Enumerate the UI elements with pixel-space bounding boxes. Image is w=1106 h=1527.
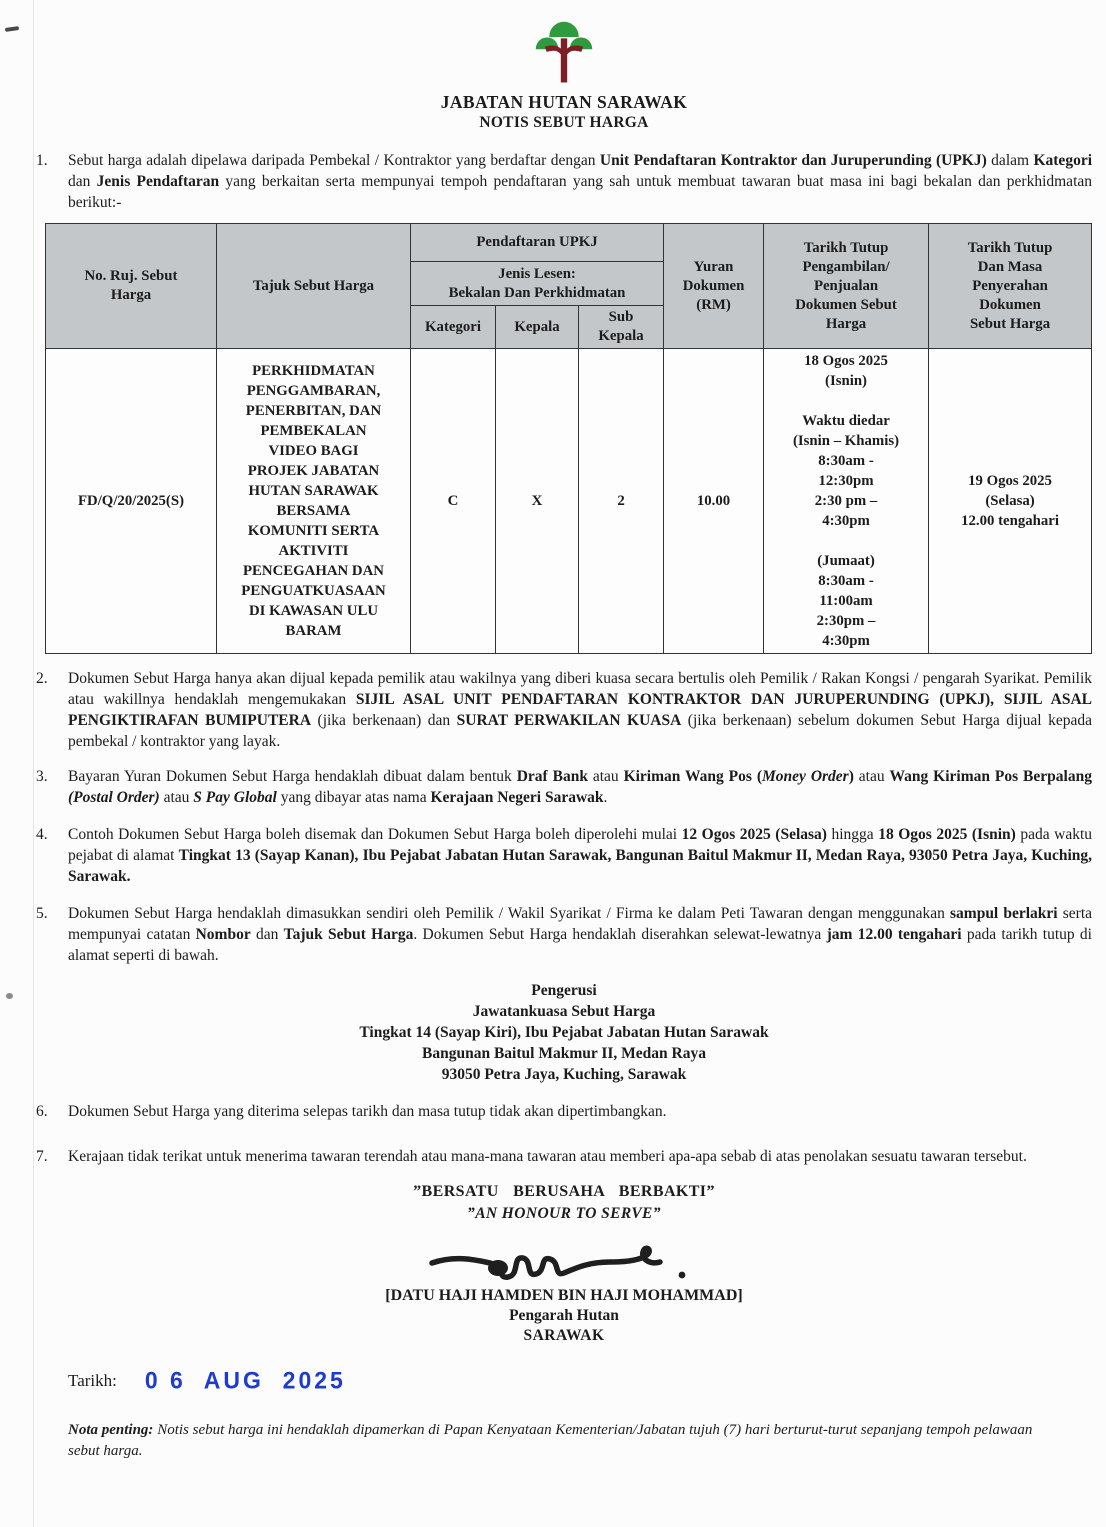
- text-line: Jenis Lesen:: [498, 265, 576, 282]
- text-line: VIDEO BAGI: [268, 443, 359, 459]
- clause-1: [36, 150, 1092, 213]
- text-segment: Dokumen Sebut Harga yang diterima selepas tarikh dan masa tutup tidak akan dipertimbangkan.: [68, 1103, 667, 1120]
- text-line: Bangunan Baitul Makmur II, Medan Raya: [422, 1045, 706, 1062]
- clause-number: 5.: [36, 905, 48, 922]
- text-segment: . Dokumen Sebut Harga hendaklah diserahkan selewat-lewatnya: [413, 926, 827, 943]
- text-segment: Kerajaan Negeri Sarawak: [430, 789, 604, 806]
- text-line: [768, 391, 924, 411]
- text-line: Kepala: [598, 328, 644, 344]
- col-header-tajuk: Tajuk Sebut Harga: [217, 224, 411, 349]
- text-line: Penjualan: [813, 277, 879, 294]
- text-segment: 18 Ogos 2025 (Isnin): [878, 826, 1016, 843]
- text-segment: Kategori: [1033, 152, 1093, 169]
- clause-text: [68, 1146, 1092, 1167]
- text-segment: 12 Ogos 2025 (Selasa): [681, 826, 827, 843]
- text-line: PENGGAMBARAN,: [246, 383, 381, 399]
- text-line: Harga: [110, 287, 152, 303]
- text-segment: jam 12.00 tengahari: [826, 926, 962, 943]
- clause-text: [68, 1101, 1092, 1122]
- text-segment: S Pay Global: [193, 789, 277, 806]
- tree-canopy-center: [549, 22, 578, 37]
- date-stamp: 0 6 AUG 2025: [144, 1366, 346, 1394]
- clause-number: 2.: [36, 670, 48, 687]
- important-note: [68, 1420, 1058, 1462]
- cell-tarikh-pengambilan: [764, 349, 929, 654]
- col-header-yuran: [664, 224, 764, 349]
- motto-malay: ”BERSATU BERUSAHA BERBAKTI”: [413, 1183, 715, 1200]
- text-line: Dokumen Sebut: [795, 296, 897, 313]
- text-line: (RM): [696, 296, 731, 313]
- clause-number: 4.: [36, 826, 48, 843]
- text-line: [768, 531, 924, 551]
- text-line: PENCEGAHAN DAN: [243, 563, 384, 579]
- text-segment: SIJIL ASAL UNIT PENDAFTARAN KONTRAKTOR DAN JURUPERUNDING (UPKJ), SIJIL ASAL PENGIKTIRAFAN BUMIPUTERA: [68, 691, 1093, 729]
- text-line: Sebut Harga: [969, 315, 1051, 332]
- text-segment: yang dibayar atas nama: [276, 789, 431, 806]
- text-line: 11:00am: [819, 593, 873, 609]
- text-line: Tingkat 14 (Sayap Kiri), Ibu Pejabat Jabatan Hutan Sarawak: [359, 1024, 769, 1041]
- clause-text: [68, 903, 1092, 966]
- cell-tajuk: [217, 349, 411, 654]
- text-segment: (Postal Order): [68, 789, 160, 806]
- col-header-jenis-lesen: [411, 262, 664, 306]
- text-line: 4:30pm: [822, 633, 870, 649]
- text-line: Penyerahan: [972, 277, 1048, 294]
- text-line: KOMUNITI SERTA: [247, 523, 380, 539]
- scan-edge-line: [33, 0, 34, 1527]
- document-header: [36, 92, 1092, 132]
- text-line: BERSAMA: [276, 503, 351, 519]
- text-segment: Dokumen Sebut Harga hendaklah dimasukkan sendiri oleh Pemilik / Wakil Syarikat / Firma ke dalam Peti Tawaran dengan menggunakan: [68, 905, 950, 922]
- cell-sub-kepala: 2: [579, 349, 664, 654]
- col-header-kategori: Kategori: [411, 306, 496, 349]
- text-line: Dokumen: [979, 296, 1041, 313]
- signatory-title: Pengarah Hutan: [509, 1307, 619, 1324]
- clause-3: [36, 766, 1092, 808]
- col-header-sub-kepala: [579, 306, 664, 349]
- text-line: 4:30pm: [822, 513, 870, 529]
- text-segment: Wang Kiriman Pos Berpalang: [889, 768, 1092, 785]
- text-line: (Isnin): [825, 373, 867, 389]
- text-line: 8:30am -: [818, 453, 874, 469]
- document-title: NOTIS SEBUT HARGA: [479, 114, 649, 131]
- org-name: JABATAN HUTAN SARAWAK: [440, 92, 688, 112]
- text-line: Pengambilan/: [802, 258, 890, 275]
- date-label: Tarikh:: [68, 1370, 117, 1390]
- text-line: BARAM: [285, 623, 342, 639]
- text-line: PROJEK JABATAN: [247, 463, 380, 479]
- quotation-table: [45, 223, 1092, 654]
- text-segment: Tingkat 13 (Sayap Kanan), Ibu Pejabat Jabatan Hutan Sarawak, Bangunan Baitul Makmur II, Medan Raya, 93050 Petra Jaya, Kuching, Sarawak.: [68, 847, 1092, 885]
- clause-5: [36, 903, 1092, 966]
- cell-kepala: X: [496, 349, 579, 654]
- text-segment: Nombor: [195, 926, 251, 943]
- text-line: Yuran: [693, 258, 734, 275]
- text-segment: atau: [587, 768, 624, 785]
- clause-number: 6.: [36, 1103, 48, 1120]
- text-line: Harga: [825, 315, 867, 332]
- text-line: Dan Masa: [977, 258, 1043, 275]
- text-segment: Money Order: [762, 768, 849, 785]
- clause-text: [68, 824, 1092, 887]
- text-line: Jawatankuasa Sebut Harga: [472, 1003, 656, 1020]
- text-line: HUTAN SARAWAK: [248, 483, 379, 499]
- clause-text: [68, 150, 1092, 213]
- text-line: PERKHIDMATAN: [252, 363, 375, 379]
- text-line: 2:30 pm –: [814, 493, 878, 509]
- text-segment: pada waktu pejabat di alamat: [68, 826, 1093, 864]
- motto-english: ”AN HONOUR TO SERVE”: [467, 1205, 661, 1222]
- text-line: 8:30am -: [818, 573, 874, 589]
- text-segment: dan: [250, 926, 284, 943]
- text-line: DI KAWASAN ULU: [248, 603, 379, 619]
- text-segment: Nota penting:: [68, 1422, 154, 1438]
- text-segment: (jika berkenaan) sebelum dokumen Sebut Harga dijual kepada pembekal / kontraktor yang layak.: [68, 712, 1092, 750]
- text-line: (Selasa): [985, 493, 1035, 509]
- text-line: 12:30pm: [818, 473, 874, 489]
- clause-number: 1.: [36, 152, 48, 169]
- text-segment: yang berkaitan serta mempunyai tempoh pendaftaran yang sah untuk membuat tawaran buat masa ini bagi bekalan dan perkhidmatan berikut:-: [68, 173, 1093, 211]
- text-segment: Dokumen Sebut Harga hanya akan dijual kepada pemilik atau wakilnya yang diberi kuasa secara bertulis oleh Pemilik / Rakan Kongsi / pengarah Syarikat. Pemilik atau wakillnya hendaklah mengemukakan: [68, 670, 1092, 708]
- text-line: PEMBEKALAN: [260, 423, 367, 439]
- text-line: PENERBITAN, DAN: [245, 403, 382, 419]
- text-segment: Kerajaan tidak terikat untuk menerima tawaran terendah atau mana-mana tawaran atau memberi apa-apa sebab di atas penolakan sesuatu tawaran tersebut.: [68, 1148, 1027, 1165]
- signatory-region: SARAWAK: [523, 1327, 605, 1344]
- forest-department-tree-logo: [532, 12, 596, 84]
- text-line: Tarikh Tutup: [967, 239, 1053, 256]
- text-line: Pengerusi: [531, 982, 597, 999]
- text-segment: Kiriman Wang Pos (: [623, 768, 762, 785]
- text-segment: Jenis Pendaftaran: [96, 173, 220, 190]
- text-line: (Jumaat): [817, 553, 875, 569]
- text-segment: Unit Pendaftaran Kontraktor dan Juruperunding (UPKJ): [599, 152, 987, 169]
- text-line: AKTIVITI: [278, 543, 349, 559]
- signatory-name: [DATU HAJI HAMDEN BIN HAJI MOHAMMAD]: [385, 1287, 743, 1304]
- text-line: 19 Ogos 2025: [968, 473, 1052, 489]
- text-segment: dalam: [986, 152, 1034, 169]
- clause-2: [36, 668, 1092, 752]
- text-line: PENGUATKUASAAN: [241, 583, 386, 599]
- text-line: 2:30pm –: [816, 613, 876, 629]
- text-line: 12.00 tengahari: [961, 513, 1059, 529]
- clause-4: [36, 824, 1092, 887]
- col-header-tarikh-penyerahan: [929, 224, 1092, 349]
- text-segment: Notis sebut harga ini hendaklah dipamerkan di Papan Kenyataan Kementerian/Jabatan tujuh (7) hari berturut-turut sepanjang tempoh pelawaan sebut harga.: [68, 1422, 1033, 1459]
- text-segment: Sebut harga adalah dipelawa daripada Pembekal / Kontraktor yang berdaftar dengan: [68, 152, 600, 169]
- cell-yuran: 10.00: [664, 349, 764, 654]
- text-line: Dokumen: [682, 277, 745, 294]
- clause-7: [36, 1146, 1092, 1167]
- clause-6: [36, 1101, 1092, 1122]
- clause-number: 7.: [36, 1148, 48, 1165]
- signature-scribble: [424, 1229, 704, 1285]
- cell-kategori: C: [411, 349, 496, 654]
- text-segment: atau: [853, 768, 890, 785]
- clause-text: [68, 668, 1092, 752]
- table-row: [46, 349, 1092, 654]
- col-header-no-ruj: [46, 224, 217, 349]
- text-segment: .: [603, 789, 608, 806]
- text-segment: SURAT PERWAKILAN KUASA: [456, 712, 682, 729]
- signatory-block: [36, 1287, 1092, 1345]
- text-line: Bekalan Dan Perkhidmatan: [448, 284, 626, 301]
- text-line: Waktu diedar: [802, 413, 890, 429]
- text-line: 18 Ogos 2025: [804, 353, 888, 369]
- text-segment: (jika berkenaan) dan: [311, 712, 457, 729]
- date-row: [68, 1367, 1092, 1394]
- scan-artifact: [6, 993, 13, 999]
- text-segment: dan: [68, 173, 97, 190]
- scan-artifact: [5, 26, 19, 32]
- col-header-kepala: Kepala: [496, 306, 579, 349]
- text-segment: hingga: [826, 826, 879, 843]
- text-segment: Tajuk Sebut Harga: [283, 926, 414, 943]
- text-segment: pada tarikh tutup di alamat seperti di bawah.: [68, 926, 1092, 964]
- text-segment: Bayaran Yuran Dokumen Sebut Harga hendaklah dibuat dalam bentuk: [68, 768, 517, 785]
- text-segment: sampul berlakri: [950, 905, 1058, 922]
- signature: [36, 1229, 1092, 1287]
- clause-text: [68, 766, 1092, 808]
- text-segment: ): [848, 768, 854, 785]
- submission-address: [36, 980, 1092, 1085]
- cell-tarikh-penyerahan: [929, 349, 1092, 654]
- text-line: Tarikh Tutup: [803, 239, 889, 256]
- cell-no-ruj: FD/Q/20/2025(S): [46, 349, 217, 654]
- text-segment: atau: [159, 789, 194, 806]
- clause-number: 3.: [36, 768, 48, 785]
- text-line: (Isnin – Khamis): [792, 433, 900, 449]
- col-header-pendaftaran-upkj: Pendaftaran UPKJ: [411, 224, 664, 262]
- text-line: Sub: [608, 309, 634, 325]
- text-segment: Contoh Dokumen Sebut Harga boleh disemak dan Dokumen Sebut Harga boleh diperolehi mulai: [68, 826, 682, 843]
- text-line: No. Ruj. Sebut: [84, 268, 178, 284]
- text-segment: Draf Bank: [516, 768, 588, 785]
- text-line: 93050 Petra Jaya, Kuching, Sarawak: [441, 1066, 687, 1083]
- logo: [36, 12, 1092, 88]
- col-header-tarikh-pengambilan: [764, 224, 929, 349]
- text-segment: serta mempunyai catatan: [68, 905, 1093, 943]
